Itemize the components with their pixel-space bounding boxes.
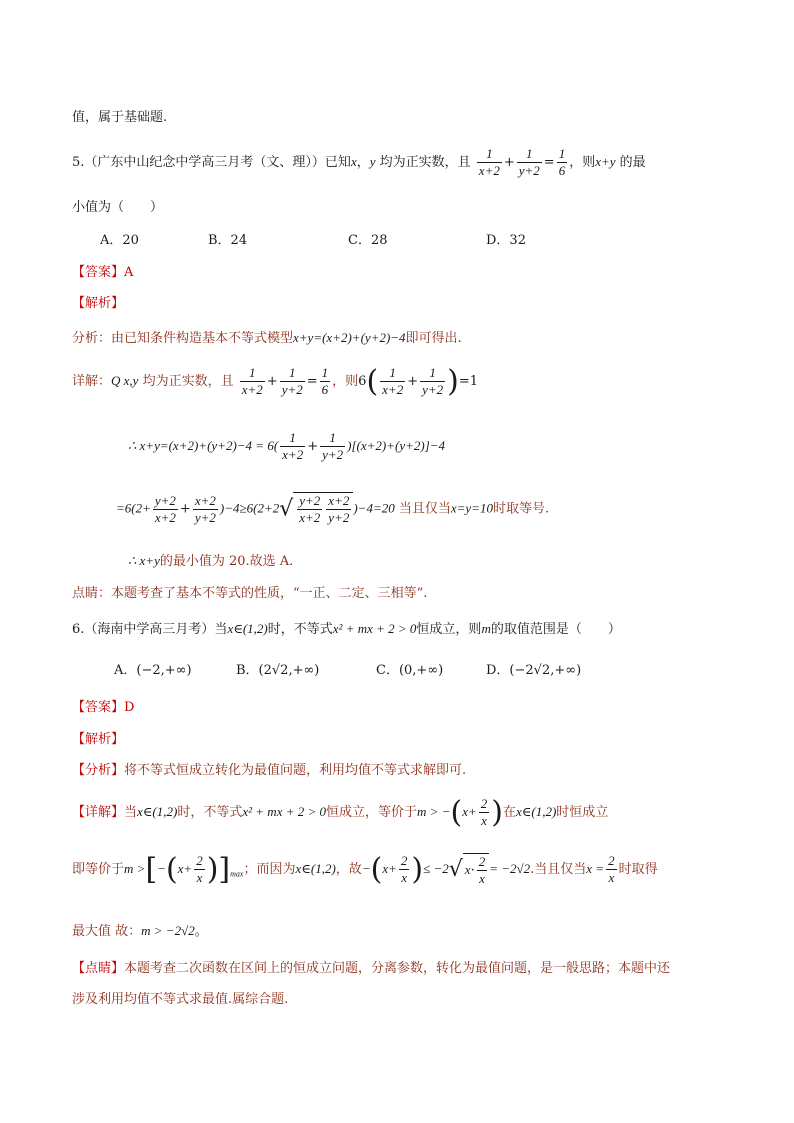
fraction: $\frac{1}{6}$ — [558, 146, 566, 178]
analysis-text: 【分析】将不等式恒成立转化为最值问题，利用均值不等式求解即可. — [72, 763, 467, 778]
detail-line-1: 【详解】当x∈(1,2)时，不等式x² + mx + 2 > 0恒成立，等价于m > −(x+ $\frac{2}{x}$ )在x∈(1,2)时恒成立 — [72, 795, 609, 830]
remark-text-cont: 涉及利用均值不等式求最值.属综合题. — [72, 992, 289, 1007]
detail-line-4: ∴ x+y的最小值为 20.故选 A. — [128, 553, 294, 569]
detail-line-2: ∴ x+y=(x+2)+(y+2)−4 = 6( $\frac{1}{x+2}$ + $\frac{1}{y+2}$ )[(x+2)+(y+2)]−4 — [128, 430, 446, 462]
text-line: 值，属于基础题. — [72, 110, 168, 125]
detail-line-3: =6(2+ $\frac{y+2}{x+2}$ + $\frac{x+2}{y+2}$ )−4≥6(2+2√ $\frac{y+2}{x+2}$ $\frac{x+2}{y+2}$ )−4=20 当且仅当x=y=10时取等号. — [116, 492, 550, 525]
answer-label: 【答案】D — [72, 700, 135, 715]
fraction: $\frac{1}{x+2}$ — [478, 146, 500, 178]
detail-line-2: 即等价于m >[−(x+ $\frac{2}{x}$ )]$_{max}$；而因为x∈(1,2)，故−(x+ $\frac{2}{x}$ )≤ −2√ x· $\frac{2}{x}$ = −2√2.当且仅当x = $\frac{2}{x}$ 时取得 — [72, 852, 658, 887]
fraction: $\frac{1}{y+2}$ — [518, 146, 540, 178]
option-a: A．20 — [100, 233, 139, 248]
option-d: D．32 — [486, 233, 526, 248]
question-5-stem-cont: 小值为（ ） — [72, 200, 164, 215]
option-b: B．(2√2,+∞) — [236, 663, 320, 678]
option-c: C．28 — [348, 233, 388, 248]
remark-text: 【点睛】本题考查二次函数在区间上的恒成立问题，分离参数，转化为最值问题，是一般思路；本题中还 — [72, 961, 671, 976]
analysis-label: 【解析】 — [72, 296, 125, 311]
option-a: A．(−2,+∞) — [114, 663, 192, 678]
remark-text: 点睛：本题考查了基本不等式的性质，“一正、二定、三相等”. — [72, 586, 428, 601]
detail-line-1: 详解：Q x,y 均为正实数，且 $\frac{1}{x+2}$ + $\frac{1}{y+2}$ = $\frac{1}{6}$ ，则6( $\frac{1}{x+2}$ + $\frac{1}{y+2}$ )=1 — [72, 364, 479, 399]
analysis-text: 分析：由已知条件构造基本不等式模型x+y=(x+2)+(y+2)−4即可得出. — [72, 330, 462, 346]
question-5-stem: 5.（广东中山纪念中学高三月考（文、理））已知x，y 均为正实数，且 $\frac{1}{x+2}$ + $\frac{1}{y+2}$ = $\frac{1}{6}$ ，则x+y 的最 — [72, 146, 646, 178]
option-c: C．(0,+∞) — [376, 663, 444, 678]
option-d: D．(−2√2,+∞) — [486, 663, 582, 678]
question-6-stem: 6.（海南中学高三月考）当x∈(1,2)时，不等式x² + mx + 2 > 0恒成立，则m的取值范围是（ ） — [72, 621, 621, 637]
option-b: B．24 — [208, 233, 248, 248]
detail-line-3: 最大值 故：m > −2√2。 — [72, 923, 208, 939]
answer-label: 【答案】A — [72, 265, 134, 280]
analysis-label: 【解析】 — [72, 732, 125, 747]
